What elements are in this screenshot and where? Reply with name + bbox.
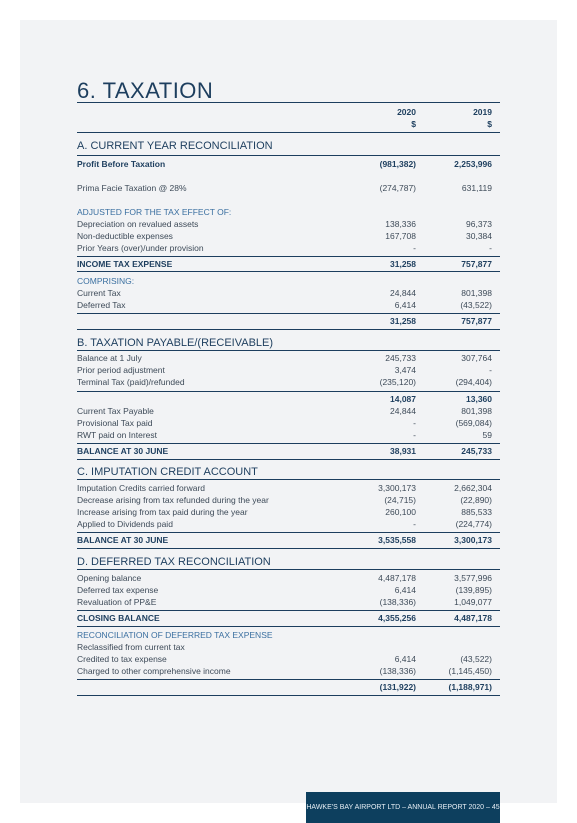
row-label: Decrease arising from tax refunded during the year [77, 495, 269, 505]
value-2019: - [489, 365, 492, 375]
table-row [77, 258, 500, 270]
unit-header-row [77, 118, 500, 130]
value-2019: (224,774) [455, 519, 492, 529]
value-2019: 30,384 [466, 231, 492, 241]
row-label: ADJUSTED FOR THE TAX EFFECT OF: [77, 207, 232, 217]
value-2019: 3,300,173 [454, 535, 492, 545]
subheading [77, 206, 500, 218]
table-row [77, 596, 500, 608]
value-2020: (274,787) [379, 183, 416, 193]
value-2019: (294,404) [455, 377, 492, 387]
row-label: Profit Before Taxation [77, 159, 166, 169]
value-2020: 6,414 [394, 585, 416, 595]
year-header-row [77, 106, 500, 118]
page-footer: HAWKE'S BAY AIRPORT LTD – ANNUAL REPORT 2020 – 45 [306, 792, 500, 823]
row-rule [77, 313, 500, 314]
total-row [77, 445, 500, 457]
row-label: Deferred tax expense [77, 585, 159, 595]
value-2020: 31,258 [390, 316, 416, 326]
row-label: Charged to other comprehensive income [77, 666, 231, 676]
value-2020: (131,922) [379, 682, 416, 692]
row-rule [77, 626, 500, 627]
table-row [77, 482, 500, 494]
value-2019: (43,522) [460, 654, 492, 664]
table-row [77, 518, 500, 530]
row-label: INCOME TAX EXPENSE [77, 259, 173, 269]
value-2019: 59 [482, 430, 492, 440]
table-row [77, 641, 500, 653]
total-row [77, 681, 500, 693]
unit-2019: $ [487, 119, 492, 129]
section-a-rule [77, 155, 500, 156]
table-row [77, 299, 500, 311]
table-row [77, 417, 500, 429]
table-row [77, 182, 500, 194]
row-label: Current Tax [77, 288, 121, 298]
value-2019: (1,145,450) [448, 666, 492, 676]
value-2019: 4,487,178 [454, 613, 492, 623]
subheading [77, 629, 500, 641]
value-2020: 167,708 [385, 231, 416, 241]
row-label: Prior period adjustment [77, 365, 165, 375]
value-2020: 138,336 [385, 219, 416, 229]
value-2020: (235,120) [379, 377, 416, 387]
section-b-heading: B. TAXATION PAYABLE/(RECEIVABLE) [77, 337, 274, 349]
row-label: Increase arising from tax paid during the year [77, 507, 248, 517]
value-2020: - [413, 243, 416, 253]
table-row [77, 218, 500, 230]
value-2019: 307,764 [461, 353, 492, 363]
row-label: COMPRISING: [77, 276, 135, 286]
row-label: CLOSING BALANCE [77, 613, 160, 623]
section-c-rule [77, 479, 500, 480]
table-row [77, 230, 500, 242]
row-label: Applied to Dividends paid [77, 519, 173, 529]
value-2020: 3,535,558 [378, 535, 416, 545]
table-row [77, 242, 500, 254]
title-rule [77, 102, 500, 103]
value-2019: - [489, 243, 492, 253]
row-rule [77, 459, 500, 460]
unit-2020: $ [411, 119, 416, 129]
table-row [77, 494, 500, 506]
table-row [77, 376, 500, 388]
table-row [77, 584, 500, 596]
value-2020: 260,100 [385, 507, 416, 517]
row-label: Credited to tax expense [77, 654, 167, 664]
row-label: Depreciation on revalued assets [77, 219, 199, 229]
table-row [77, 405, 500, 417]
value-2019: 2,662,304 [454, 483, 492, 493]
row-label: BALANCE AT 30 JUNE [77, 535, 169, 545]
section-d-heading: D. DEFERRED TAX RECONCILIATION [77, 556, 271, 568]
row-label: Revaluation of PP&E [77, 597, 157, 607]
value-2020: 3,300,173 [378, 483, 416, 493]
row-label: Balance at 1 July [77, 353, 142, 363]
value-2020: (138,336) [379, 666, 416, 676]
row-rule [77, 391, 500, 392]
row-rule [77, 679, 500, 680]
section-d-rule [77, 569, 500, 570]
value-2020: (981,382) [379, 159, 416, 169]
value-2019: 2,253,996 [454, 159, 492, 169]
table-row [77, 352, 500, 364]
value-2020: (24,715) [384, 495, 416, 505]
subheading [77, 275, 500, 287]
row-label: Non-deductible expenses [77, 231, 173, 241]
row-label: Current Tax Payable [77, 406, 154, 416]
value-2020: 6,414 [394, 654, 416, 664]
row-rule [77, 329, 500, 330]
value-2020: - [413, 519, 416, 529]
row-label: Deferred Tax [77, 300, 126, 310]
value-2019: (1,188,971) [448, 682, 492, 692]
table-row [77, 506, 500, 518]
table-row [77, 665, 500, 677]
value-2019: (139,895) [455, 585, 492, 595]
value-2020: 4,355,256 [378, 613, 416, 623]
value-2020: 4,487,178 [378, 573, 416, 583]
row-rule [77, 256, 500, 257]
row-rule [77, 610, 500, 611]
value-2019: (22,890) [460, 495, 492, 505]
year-2020: 2020 [397, 107, 416, 117]
section-b-rule [77, 350, 500, 351]
value-2020: 6,414 [394, 300, 416, 310]
row-label: Prior Years (over)/under provision [77, 243, 204, 253]
row-label: BALANCE AT 30 JUNE [77, 446, 169, 456]
total-row [77, 534, 500, 546]
value-2019: 801,398 [461, 288, 492, 298]
table-row [77, 653, 500, 665]
value-2020: (138,336) [379, 597, 416, 607]
section-a-heading: A. CURRENT YEAR RECONCILIATION [77, 140, 273, 152]
value-2019: 245,733 [461, 446, 492, 456]
table-row [77, 572, 500, 584]
value-2019: 13,360 [466, 394, 492, 404]
row-rule [77, 695, 500, 696]
value-2020: 3,474 [394, 365, 416, 375]
value-2020: - [413, 418, 416, 428]
table-row [77, 287, 500, 299]
value-2019: (569,084) [455, 418, 492, 428]
section-c-heading: C. IMPUTATION CREDIT ACCOUNT [77, 466, 258, 478]
row-label: Prima Facie Taxation @ 28% [77, 183, 187, 193]
value-2019: 885,533 [461, 507, 492, 517]
value-2019: 96,373 [466, 219, 492, 229]
row-rule [77, 548, 500, 549]
value-2019: 1,049,077 [454, 597, 492, 607]
row-rule [77, 271, 500, 272]
row-rule [77, 532, 500, 533]
row-label: Imputation Credits carried forward [77, 483, 206, 493]
total-row [77, 612, 500, 624]
row-label: RWT paid on Interest [77, 430, 158, 440]
value-2019: (43,522) [460, 300, 492, 310]
row-label: Terminal Tax (paid)/refunded [77, 377, 185, 387]
value-2020: - [413, 430, 416, 440]
value-2020: 245,733 [385, 353, 416, 363]
row-rule [77, 443, 500, 444]
row-label: Provisional Tax paid [77, 418, 153, 428]
value-2020: 31,258 [390, 259, 416, 269]
value-2020: 24,844 [390, 406, 416, 416]
value-2020: 38,931 [390, 446, 416, 456]
table-row [77, 158, 500, 170]
row-label: RECONCILIATION OF DEFERRED TAX EXPENSE [77, 630, 273, 640]
table-row [77, 429, 500, 441]
value-2019: 801,398 [461, 406, 492, 416]
value-2019: 3,577,996 [454, 573, 492, 583]
row-label: Reclassified from current tax [77, 642, 185, 652]
row-label: Opening balance [77, 573, 142, 583]
page-title: 6. TAXATION [77, 78, 214, 103]
value-2020: 14,087 [390, 394, 416, 404]
total-row [77, 315, 500, 327]
year-2019: 2019 [473, 107, 492, 117]
value-2019: 631,119 [461, 183, 492, 193]
value-2020: 24,844 [390, 288, 416, 298]
value-2019: 757,877 [461, 259, 492, 269]
table-row [77, 364, 500, 376]
value-2019: 757,877 [461, 316, 492, 326]
subtotal-row [77, 393, 500, 405]
header-rule [77, 132, 500, 133]
